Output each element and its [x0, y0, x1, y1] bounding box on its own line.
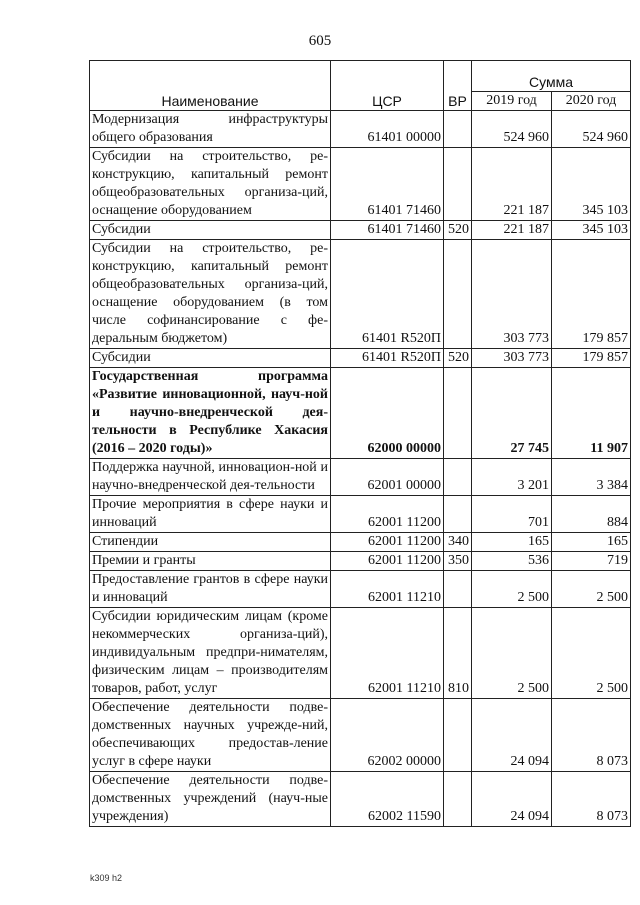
row-vr: 350	[444, 552, 472, 571]
header-vr: ВР	[444, 61, 472, 111]
row-2019: 165	[472, 533, 552, 552]
row-name: Обеспечение деятельности подве-домственных учреждений (науч-ные учреждения)	[90, 772, 331, 827]
table-row	[90, 533, 631, 552]
row-2020: 8 073	[552, 772, 631, 827]
row-2019: 27 745	[472, 368, 552, 459]
row-2019: 524 960	[472, 111, 552, 148]
row-vr	[444, 772, 472, 827]
table-row	[90, 148, 631, 221]
row-name: Прочие мероприятия в сфере науки и инноваций	[90, 496, 331, 533]
row-name: Модернизация инфраструктуры общего образования	[90, 111, 331, 148]
row-2019: 303 773	[472, 349, 552, 368]
row-csr: 61401 71460	[331, 221, 444, 240]
row-vr	[444, 240, 472, 349]
row-csr: 62000 00000	[331, 368, 444, 459]
row-2020: 8 073	[552, 699, 631, 772]
footer-code: k309 h2	[90, 873, 123, 883]
row-2019: 2 500	[472, 608, 552, 699]
row-2019: 24 094	[472, 699, 552, 772]
row-2019: 24 094	[472, 772, 552, 827]
row-2020: 345 103	[552, 221, 631, 240]
budget-table	[89, 60, 631, 827]
row-name: Премии и гранты	[90, 552, 331, 571]
row-2020: 2 500	[552, 571, 631, 608]
row-2020: 2 500	[552, 608, 631, 699]
row-name: Субсидии	[90, 221, 331, 240]
row-vr	[444, 571, 472, 608]
row-csr: 62001 11210	[331, 608, 444, 699]
table-row	[90, 571, 631, 608]
row-name: Поддержка научной, инновацион-ной и научно-внедренческой дея-тельности	[90, 459, 331, 496]
row-vr: 520	[444, 349, 472, 368]
row-2020: 345 103	[552, 148, 631, 221]
table-row	[90, 459, 631, 496]
row-name: Государственная программа «Развитие инновационной, науч-ной и научно-внедренческой дея-тельности в Республике Хакасия (2016 – 2020 годы)»	[90, 368, 331, 459]
row-2019: 221 187	[472, 148, 552, 221]
row-csr: 61401 00000	[331, 111, 444, 148]
row-csr: 62002 00000	[331, 699, 444, 772]
row-2020: 719	[552, 552, 631, 571]
row-2020: 179 857	[552, 240, 631, 349]
header-year-2019: 2019 год	[472, 92, 552, 111]
row-name: Стипендии	[90, 533, 331, 552]
row-csr: 62001 11200	[331, 533, 444, 552]
row-name: Обеспечение деятельности подве-домственных научных учрежде-ний, обеспечивающих предостав-ление услуг в сфере науки	[90, 699, 331, 772]
row-2019: 303 773	[472, 240, 552, 349]
row-name: Субсидии юридическим лицам (кроме некоммерческих организа-ций), индивидуальным предпри-нимателям, физическим лицам – производителям товаров, работ, услуг	[90, 608, 331, 699]
table-row	[90, 699, 631, 772]
row-csr: 61401 R520П	[331, 349, 444, 368]
table-row	[90, 221, 631, 240]
row-csr: 61401 R520П	[331, 240, 444, 349]
row-2020: 11 907	[552, 368, 631, 459]
row-vr	[444, 459, 472, 496]
header-sum: Сумма	[472, 61, 631, 92]
row-name: Субсидии на строительство, ре-конструкцию, капитальный ремонт общеобразовательных организа-ций, оснащение оборудованием (в том числе софинансирование с фе-деральным бюджетом)	[90, 240, 331, 349]
row-csr: 62001 00000	[331, 459, 444, 496]
row-2019: 3 201	[472, 459, 552, 496]
header-name: Наименование	[90, 61, 331, 111]
row-2020: 179 857	[552, 349, 631, 368]
table-row	[90, 240, 631, 349]
row-csr: 62001 11200	[331, 552, 444, 571]
row-csr: 62002 11590	[331, 772, 444, 827]
row-name: Субсидии	[90, 349, 331, 368]
row-2019: 536	[472, 552, 552, 571]
row-vr	[444, 111, 472, 148]
row-2020: 524 960	[552, 111, 631, 148]
row-2020: 3 384	[552, 459, 631, 496]
row-vr	[444, 699, 472, 772]
row-name: Предоставление грантов в сфере науки и инноваций	[90, 571, 331, 608]
table-row	[90, 496, 631, 533]
table-row	[90, 772, 631, 827]
table-row	[90, 111, 631, 148]
row-2019: 701	[472, 496, 552, 533]
row-name: Субсидии на строительство, ре-конструкцию, капитальный ремонт общеобразовательных организа-ций, оснащение оборудованием	[90, 148, 331, 221]
table-row	[90, 608, 631, 699]
row-csr: 62001 11200	[331, 496, 444, 533]
table-row	[90, 552, 631, 571]
table-row	[90, 349, 631, 368]
row-vr	[444, 368, 472, 459]
row-csr: 62001 11210	[331, 571, 444, 608]
row-vr: 520	[444, 221, 472, 240]
row-vr	[444, 496, 472, 533]
page-number: 605	[308, 33, 332, 49]
row-2019: 221 187	[472, 221, 552, 240]
row-2019: 2 500	[472, 571, 552, 608]
header-year-2020: 2020 год	[552, 92, 631, 111]
row-vr	[444, 148, 472, 221]
row-csr: 61401 71460	[331, 148, 444, 221]
row-vr: 810	[444, 608, 472, 699]
row-2020: 884	[552, 496, 631, 533]
row-2020: 165	[552, 533, 631, 552]
row-vr: 340	[444, 533, 472, 552]
table-row-program	[90, 368, 631, 459]
header-csr: ЦСР	[331, 61, 444, 111]
